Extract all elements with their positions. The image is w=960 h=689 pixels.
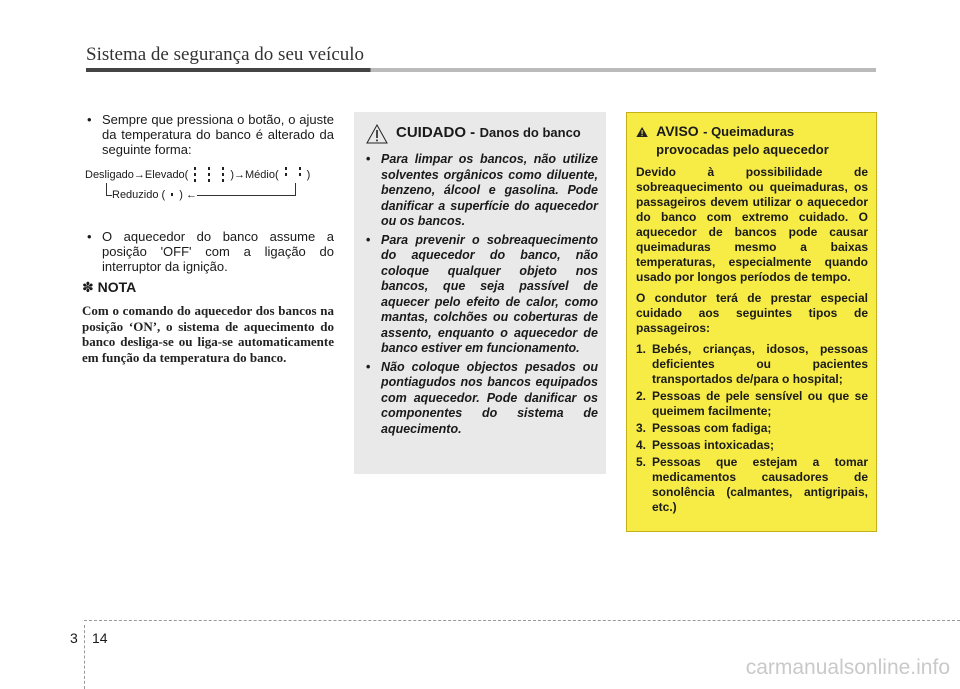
caution-header: [366, 124, 598, 144]
heat-level-2-icon: [294, 167, 306, 183]
warning-item: 4. Pessoas intoxicadas;: [636, 438, 775, 452]
caution-subject: Danos do banco: [479, 125, 581, 140]
note-body: Com o comando do aquecedor dos bancos na posição ‘ON’, o sistema de aquecimento do banco desliga-se ou liga-se automaticamente em função da temperatura do banco.: [82, 303, 334, 365]
heat-level-3-icon: [189, 167, 201, 183]
heat-level-3-icon: [203, 167, 215, 183]
left-column: [82, 112, 334, 365]
cycle-line-top: Desligado→Elevado( )→Médio( ): [85, 167, 310, 183]
state-low-label: Reduzido (: [112, 188, 166, 201]
warning-paragraph: O condutor terá de prestar especial cuidado aos seguintes tipos de passageiros:: [636, 291, 868, 335]
bullet-dot: •: [87, 112, 92, 127]
caution-box: [354, 112, 606, 474]
warning-item: 3. Pessoas com fadiga;: [636, 421, 772, 435]
caution-list: [366, 152, 598, 437]
caution-item: • Para prevenir o sobreaquecimento do aquecedor do banco, não coloque qualquer objeto nos bancos, que seja passível de aquecer pelo efeito de calor, como mantas, colchões ou coberturas de assento, enquanto o aquecedor de banco estiver em funcionamento.: [366, 232, 598, 355]
chapter-number: 3: [70, 630, 78, 646]
warning-item: 2. Pessoas de pele sensível ou que se queimem facilmente;: [636, 389, 868, 418]
state-high-label: Elevado(: [144, 168, 189, 181]
heat-level-1-icon: [166, 187, 178, 203]
state-medium-label: Médio(: [245, 168, 279, 181]
note-title: ✽ NOTA: [82, 279, 137, 295]
warning-header: [636, 123, 868, 159]
warning-box: [626, 112, 877, 532]
header-rule: [86, 68, 876, 72]
bullet-ignition-off: [82, 229, 334, 274]
warning-list: [636, 342, 868, 515]
heat-level-3-icon: [217, 167, 229, 183]
cycle-line-bottom: Reduzido ( ) ←: [112, 187, 197, 203]
bullet-dot: •: [87, 229, 92, 244]
temperature-cycle-diagram: [82, 163, 334, 215]
page-header-title: Sistema de segurança do seu veículo: [86, 44, 365, 65]
state-off-label: Desligado: [85, 168, 134, 181]
warning-triangle-icon: [636, 124, 648, 140]
page-number: 14: [92, 630, 108, 646]
footer-rule: [84, 620, 960, 621]
warning-label: AVISO: [656, 123, 699, 139]
caution-item: • Não coloque objectos pesados ou pontiagudos nos bancos equipados com aquecedor. Pode danificar os componentes do sistema de aquecimento.: [366, 359, 598, 436]
warning-subject: - Queimaduras provocadas pelo aquecedor: [656, 124, 829, 157]
warning-item: 1. Bebés, crianças, idosos, pessoas deficientes ou pacientes transportados de/para o hospital;: [636, 342, 868, 386]
warning-paragraph: Devido à possibilidade de sobreaquecimento ou queimaduras, os passageiros devem utilizar o aquecedor do banco com extremo cuidado. O aquecedor de bancos pode causar queimaduras mesmo a baixas temperaturas, especialmente quando usado por longos períodos de tempo.: [636, 165, 868, 284]
watermark: carmanualsonline.info: [745, 656, 950, 679]
bullet-text: Sempre que pressiona o botão, o ajuste da temperatura do banco é alterado da seguinte forma:: [102, 112, 334, 157]
bullet-press-button: [82, 112, 334, 157]
footer-divider: [84, 625, 85, 689]
caution-label: CUIDADO -: [396, 124, 476, 141]
heat-level-2-icon: [280, 167, 292, 183]
caution-item: • Para limpar os bancos, não utilize solventes orgânicos como diluente, benzeno, álcool e gasolina. Pode danificar a superfície do aquecedor ou os bancos.: [366, 152, 598, 228]
warning-item: 5. Pessoas que estejam a tomar medicamentos causadores de sonolência (calmantes, antigripais, etc.): [636, 455, 868, 514]
bullet-text: O aquecedor do banco assume a posição 'OFF' com a ligação do interruptor da ignição.: [102, 229, 334, 274]
caution-triangle-icon: [366, 124, 388, 144]
